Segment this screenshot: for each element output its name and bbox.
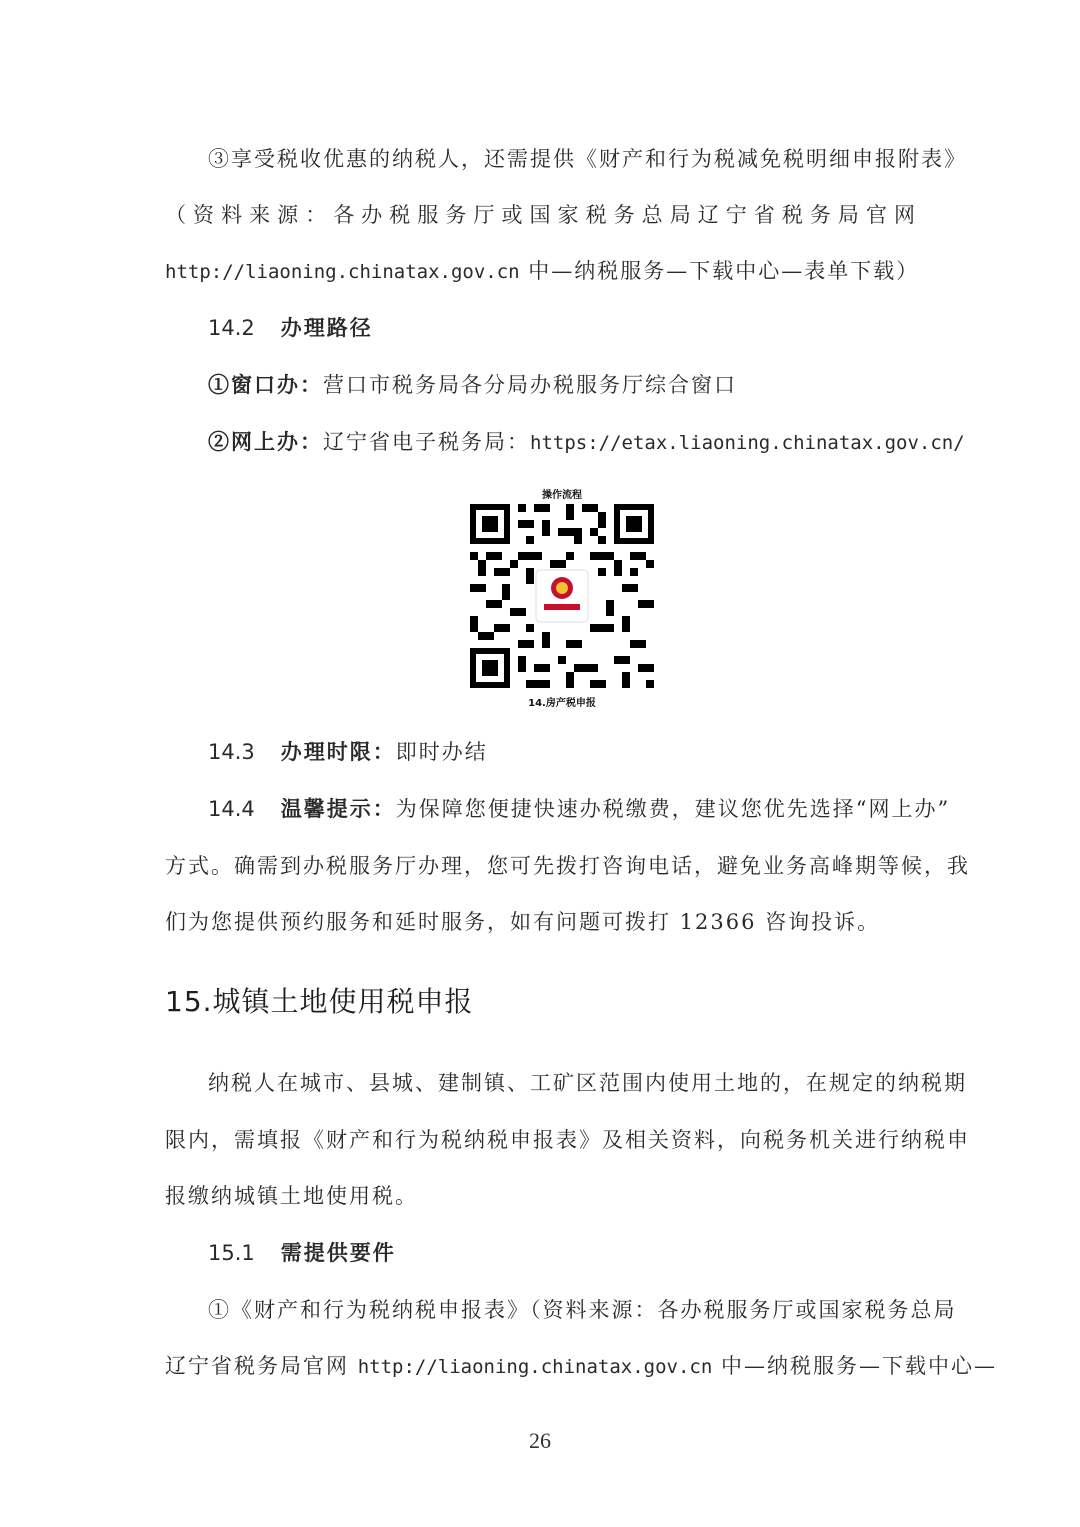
subheading-14-3 [208, 737, 917, 767]
label: 办理时限： [280, 739, 396, 764]
subheading-number: 15.1 [208, 1241, 255, 1265]
paragraph-line [208, 1068, 967, 1098]
label: ②网上办： [208, 429, 323, 454]
text: 中—纳税服务—下载中心— [712, 1354, 997, 1378]
text: 纳税人在城市、县城、建制镇、工矿区范围内使用土地的，在规定的纳税期 [208, 1071, 967, 1095]
section-heading-15: 15.城镇土地使用税申报 [165, 985, 474, 1018]
paragraph-line [165, 1125, 970, 1155]
text: 中—纳税服务—下载中心—表单下载） [519, 259, 920, 283]
label: 温馨提示： [280, 796, 396, 821]
text: 即时办结 [395, 740, 488, 764]
label: ①窗口办： [208, 372, 323, 397]
paragraph-line [208, 427, 965, 458]
subheading-15-1 [208, 1238, 917, 1268]
subheading-14-2 [208, 313, 917, 343]
subheading-14-4 [208, 794, 951, 824]
subheading-number: 14.3 [208, 740, 255, 764]
paragraph-line [165, 851, 970, 881]
subheading-title: 办理路径 [280, 315, 373, 340]
url-text: http://liaoning.chinatax.gov.cn [357, 1356, 713, 1378]
paragraph-line [165, 1181, 917, 1211]
text: 报缴纳城镇土地使用税。 [165, 1184, 418, 1208]
paragraph-line [208, 1295, 957, 1325]
subheading-number: 14.4 [208, 797, 255, 821]
text: （资料来源：各办税服务厅或国家税务总局辽宁省税务局官网 [165, 203, 917, 227]
qr-bottom-caption: 14.房产税申报 [528, 698, 596, 709]
text: ③享受税收优惠的纳税人，还需提供《财产和行为税减免税明细申报附表》 [208, 147, 967, 171]
paragraph-line [208, 370, 917, 400]
text: 方式。确需到办税服务厅办理，您可先拨打咨询电话，避免业务高峰期等候，我 [165, 854, 970, 878]
text: 辽宁省电子税务局： [323, 430, 530, 454]
url-text: http://liaoning.chinatax.gov.cn [165, 261, 520, 283]
qr-code-icon [470, 504, 654, 688]
qr-top-caption: 操作流程 [542, 490, 582, 501]
text: 辽宁省税务局官网 [165, 1354, 358, 1378]
url-text: https://etax.liaoning.chinatax.gov.cn/ [530, 432, 965, 454]
paragraph-line [165, 200, 917, 230]
paragraph-line [165, 1351, 997, 1382]
subheading-number: 14.2 [208, 316, 255, 340]
paragraph-line [208, 144, 967, 174]
paragraph-line [165, 907, 917, 937]
paragraph-line [165, 256, 920, 287]
page-number: 26 [529, 1428, 551, 1453]
text: ①《财产和行为税纳税申报表》（资料来源：各办税服务厅或国家税务总局 [208, 1298, 957, 1322]
text: 为保障您便捷快速办税缴费，建议您优先选择“网上办” [395, 797, 951, 821]
qr-code-block [462, 484, 662, 712]
text: 限内，需填报《财产和行为税纳税申报表》及相关资料，向税务机关进行纳税申 [165, 1128, 970, 1152]
text: 营口市税务局各分局办税服务厅综合窗口 [323, 373, 737, 397]
text: 们为您提供预约服务和延时服务，如有问题可拨打 12366 咨询投诉。 [165, 910, 881, 934]
subheading-title: 需提供要件 [280, 1240, 396, 1265]
